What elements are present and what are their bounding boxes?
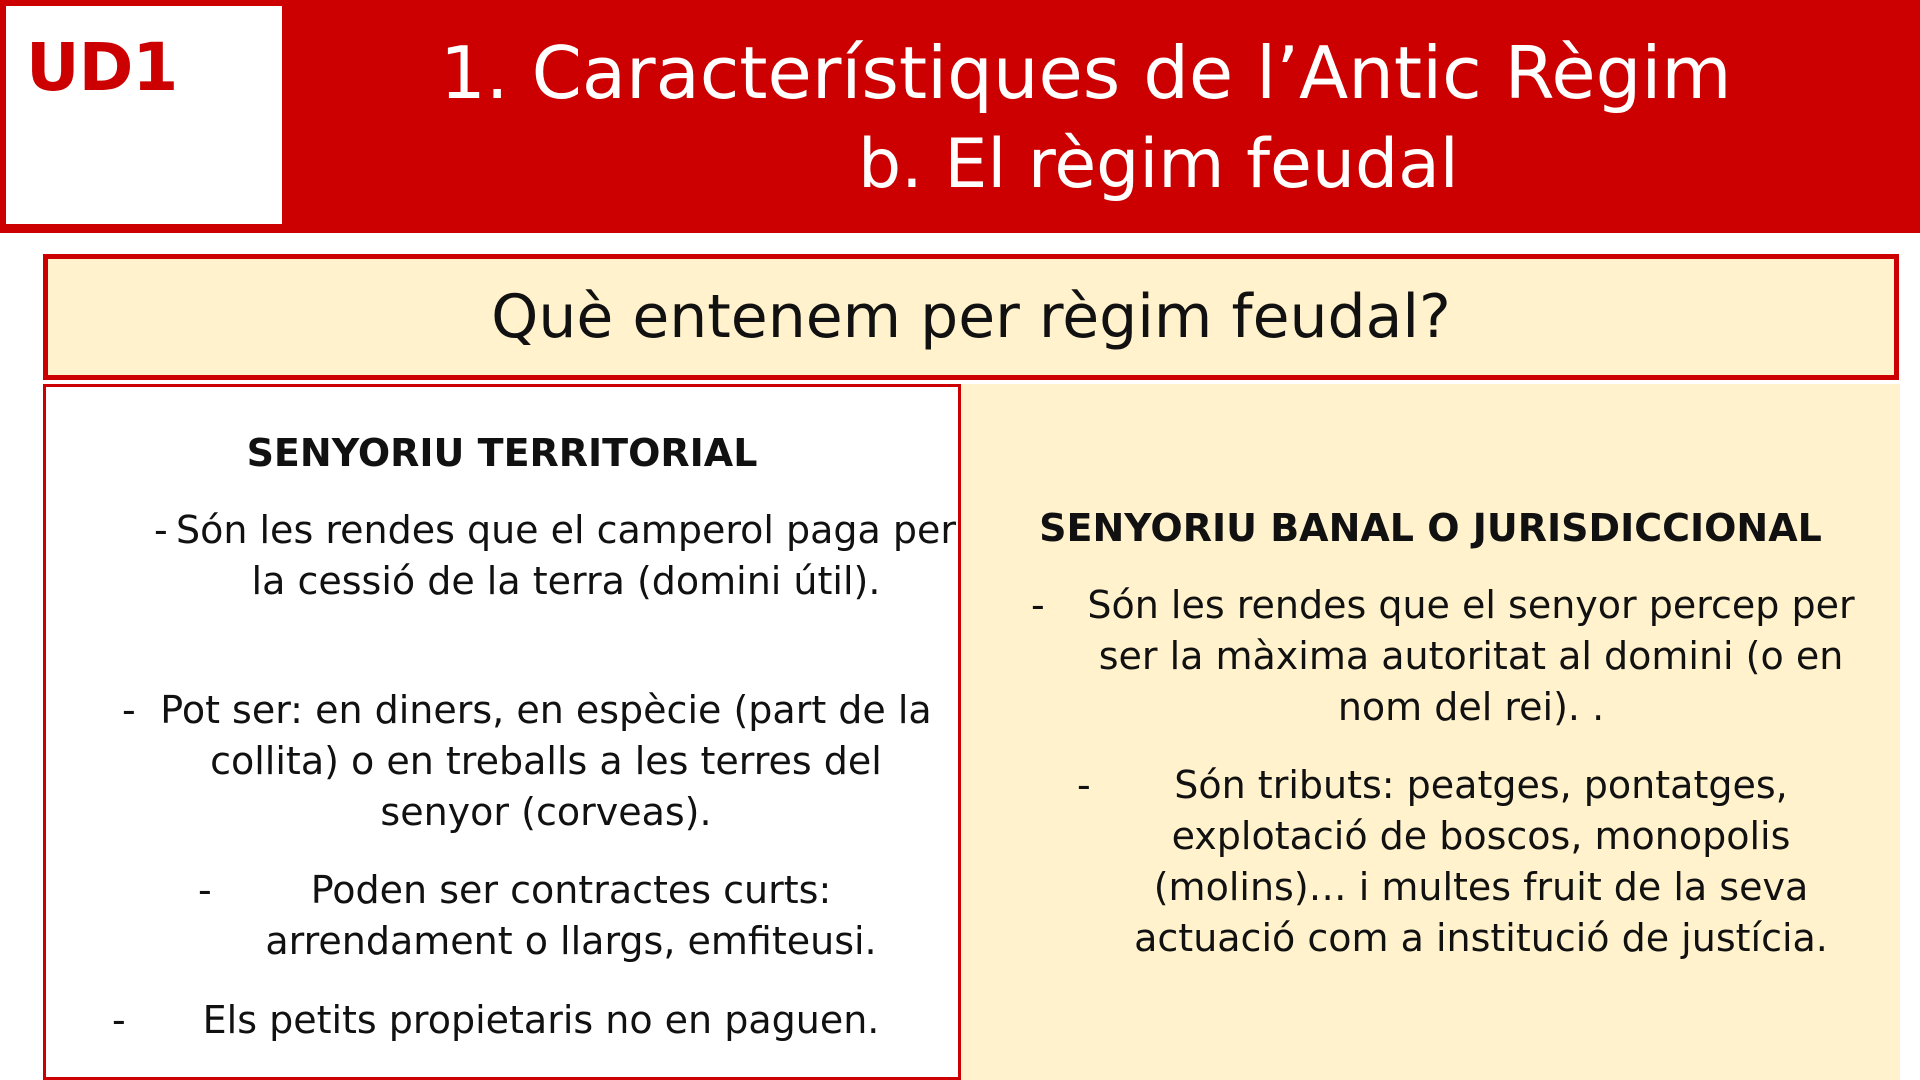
bullet-dash: - [112,998,126,1042]
bullet-territorial-1: Són les rendes que el camperol paga per la cessió de la terra (domini útil). [175,508,957,603]
bullet-banal-2: Són tributs: peatges, pontatges, explotació de boscos, monopolis (molins)… i multes fruit de la seva actuació com a institució de justícia. [1134,763,1828,960]
bullet-territorial-4: Els petits propietaris no en paguen. [202,998,880,1042]
unit-label: UD1 [26,29,178,106]
bullet-dash: - [1031,583,1045,627]
bullet-dash: - [122,688,136,732]
question-banner [43,254,1899,380]
bullet-dash: - [198,868,212,912]
panel-senyoriu-territorial [43,384,961,1080]
unit-badge [3,3,285,227]
panel-heading-territorial: SENYORIU TERRITORIAL [246,431,758,475]
bullet-banal-1: Són les rendes que el senyor percep per ser la màxima autoritat al domini (o en nom del rei). . [1087,583,1855,729]
bullet-territorial-3: Poden ser contractes curts: arrendament o llargs, emfiteusi. [265,868,877,963]
bullet-dash: - [154,508,168,552]
bullet-dash: - [1077,763,1091,807]
question-text: Què entenem per règim feudal? [491,282,1451,352]
panel-senyoriu-banal [961,384,1900,1080]
bullet-territorial-2: Pot ser: en diners, en espècie (part de la collita) o en treballs a les terres del senyor (corveas). [160,688,932,834]
panel-heading-banal: SENYORIU BANAL O JURISDICCIONAL [1039,506,1822,550]
slide-subtitle: b. El règim feudal [858,125,1459,204]
slide-title: 1. Característiques de l’Antic Règim [440,31,1732,115]
